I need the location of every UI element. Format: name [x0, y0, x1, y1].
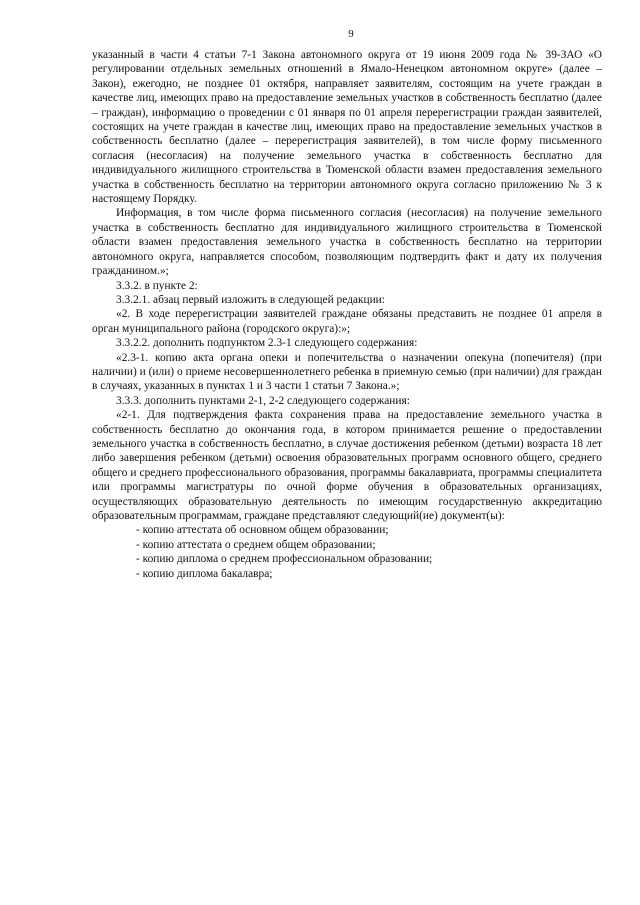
list-item: - копию аттестата о среднем общем образовании; — [136, 538, 376, 551]
paragraph: 3.3.2. в пункте 2: — [116, 279, 198, 292]
paragraph: «2. В ходе перерегистрации заявителей граждане обязаны представить не позднее 01 апреля в орган муниципального района (городского округа):»; — [92, 308, 602, 335]
paragraph: 3.3.2.2. дополнить подпунктом 2.3-1 следующего содержания: — [116, 337, 418, 350]
paragraph: 3.3.2.1. абзац первый изложить в следующей редакции: — [116, 293, 385, 306]
list-item: - копию аттестата об основном общем образовании; — [136, 524, 389, 537]
page-number: 9 — [348, 28, 354, 40]
list-item: - копию диплома бакалавра; — [136, 567, 273, 580]
list-item: - копию диплома о среднем профессиональном образовании; — [136, 553, 433, 566]
paragraph: «2.3-1. копию акта органа опеки и попечительства о назначении опекуна (попечителя) (при наличии) и (или) о приеме несовершеннолетнего ребенка в приемную семью (при наличии) для граждан в случаях, указанных в пунктах 1 и 3 части 1 статьи 7 Закона.»; — [92, 351, 602, 393]
paragraph: 3.3.3. дополнить пунктами 2-1, 2-2 следующего содержания: — [116, 394, 410, 407]
paragraph: Информация, в том числе форма письменного согласия (несогласия) на получение земельного участка в собственность бесплатно для индивидуального жилищного строительства в Тюменской области взамен предоставления земельного участка в собственность бесплатно на территории автономного округа, направляется способом, позволяющим подтвердить факт и дату их получения гражданином.»; — [92, 207, 602, 278]
paragraph: указанный в части 4 статьи 7-1 Закона автономного округа от 19 июня 2009 года № 39-ЗАО «О регулировании отдельных земельных отношений в Ямало-Ненецком автономном округе» (далее – Закон), ежегодно, не позднее 01 октября, направляет заявителям, состоящим на учете граждан в качестве лиц, имеющих право на предоставление земельных участков в собственность бесплатно (далее – граждан), информацию о проведении с 01 января по 01 апреля перерегистрации граждан заявителей, состоящих на учете граждан в качестве лиц, имеющих право на предоставление земельных участков в собственность бесплатно (далее – перерегистрация заявителей), в том числе форму письменного согласия (несогласия) на получение земельного участка в собственность бесплатно для индивидуального жилищного строительства в Тюменской области взамен предоставления земельного участка в собственность бесплатно на территории автономного округа согласно приложению № 3 к настоящему Порядку. — [92, 49, 602, 206]
paragraph: «2-1. Для подтверждения факта сохранения права на предоставление земельного участка в собственность бесплатно до окончания года, в котором принимается решение о предоставлении земельного участка в собственность бесплатно, в случае достижения ребенком (детьми) возраста 18 лет либо завершения ребенком (детьми) освоения образовательных программ основного общего, среднего общего и среднего профессионального образования, программы бакалавриата, программы специалитета или программы магистратуры по очной форме обучения в образовательных организациях, осуществляющих образовательную деятельность по имеющим государственную аккредитацию образовательным программам, граждане представляют следующий(ие) документ(ы): — [92, 409, 602, 522]
